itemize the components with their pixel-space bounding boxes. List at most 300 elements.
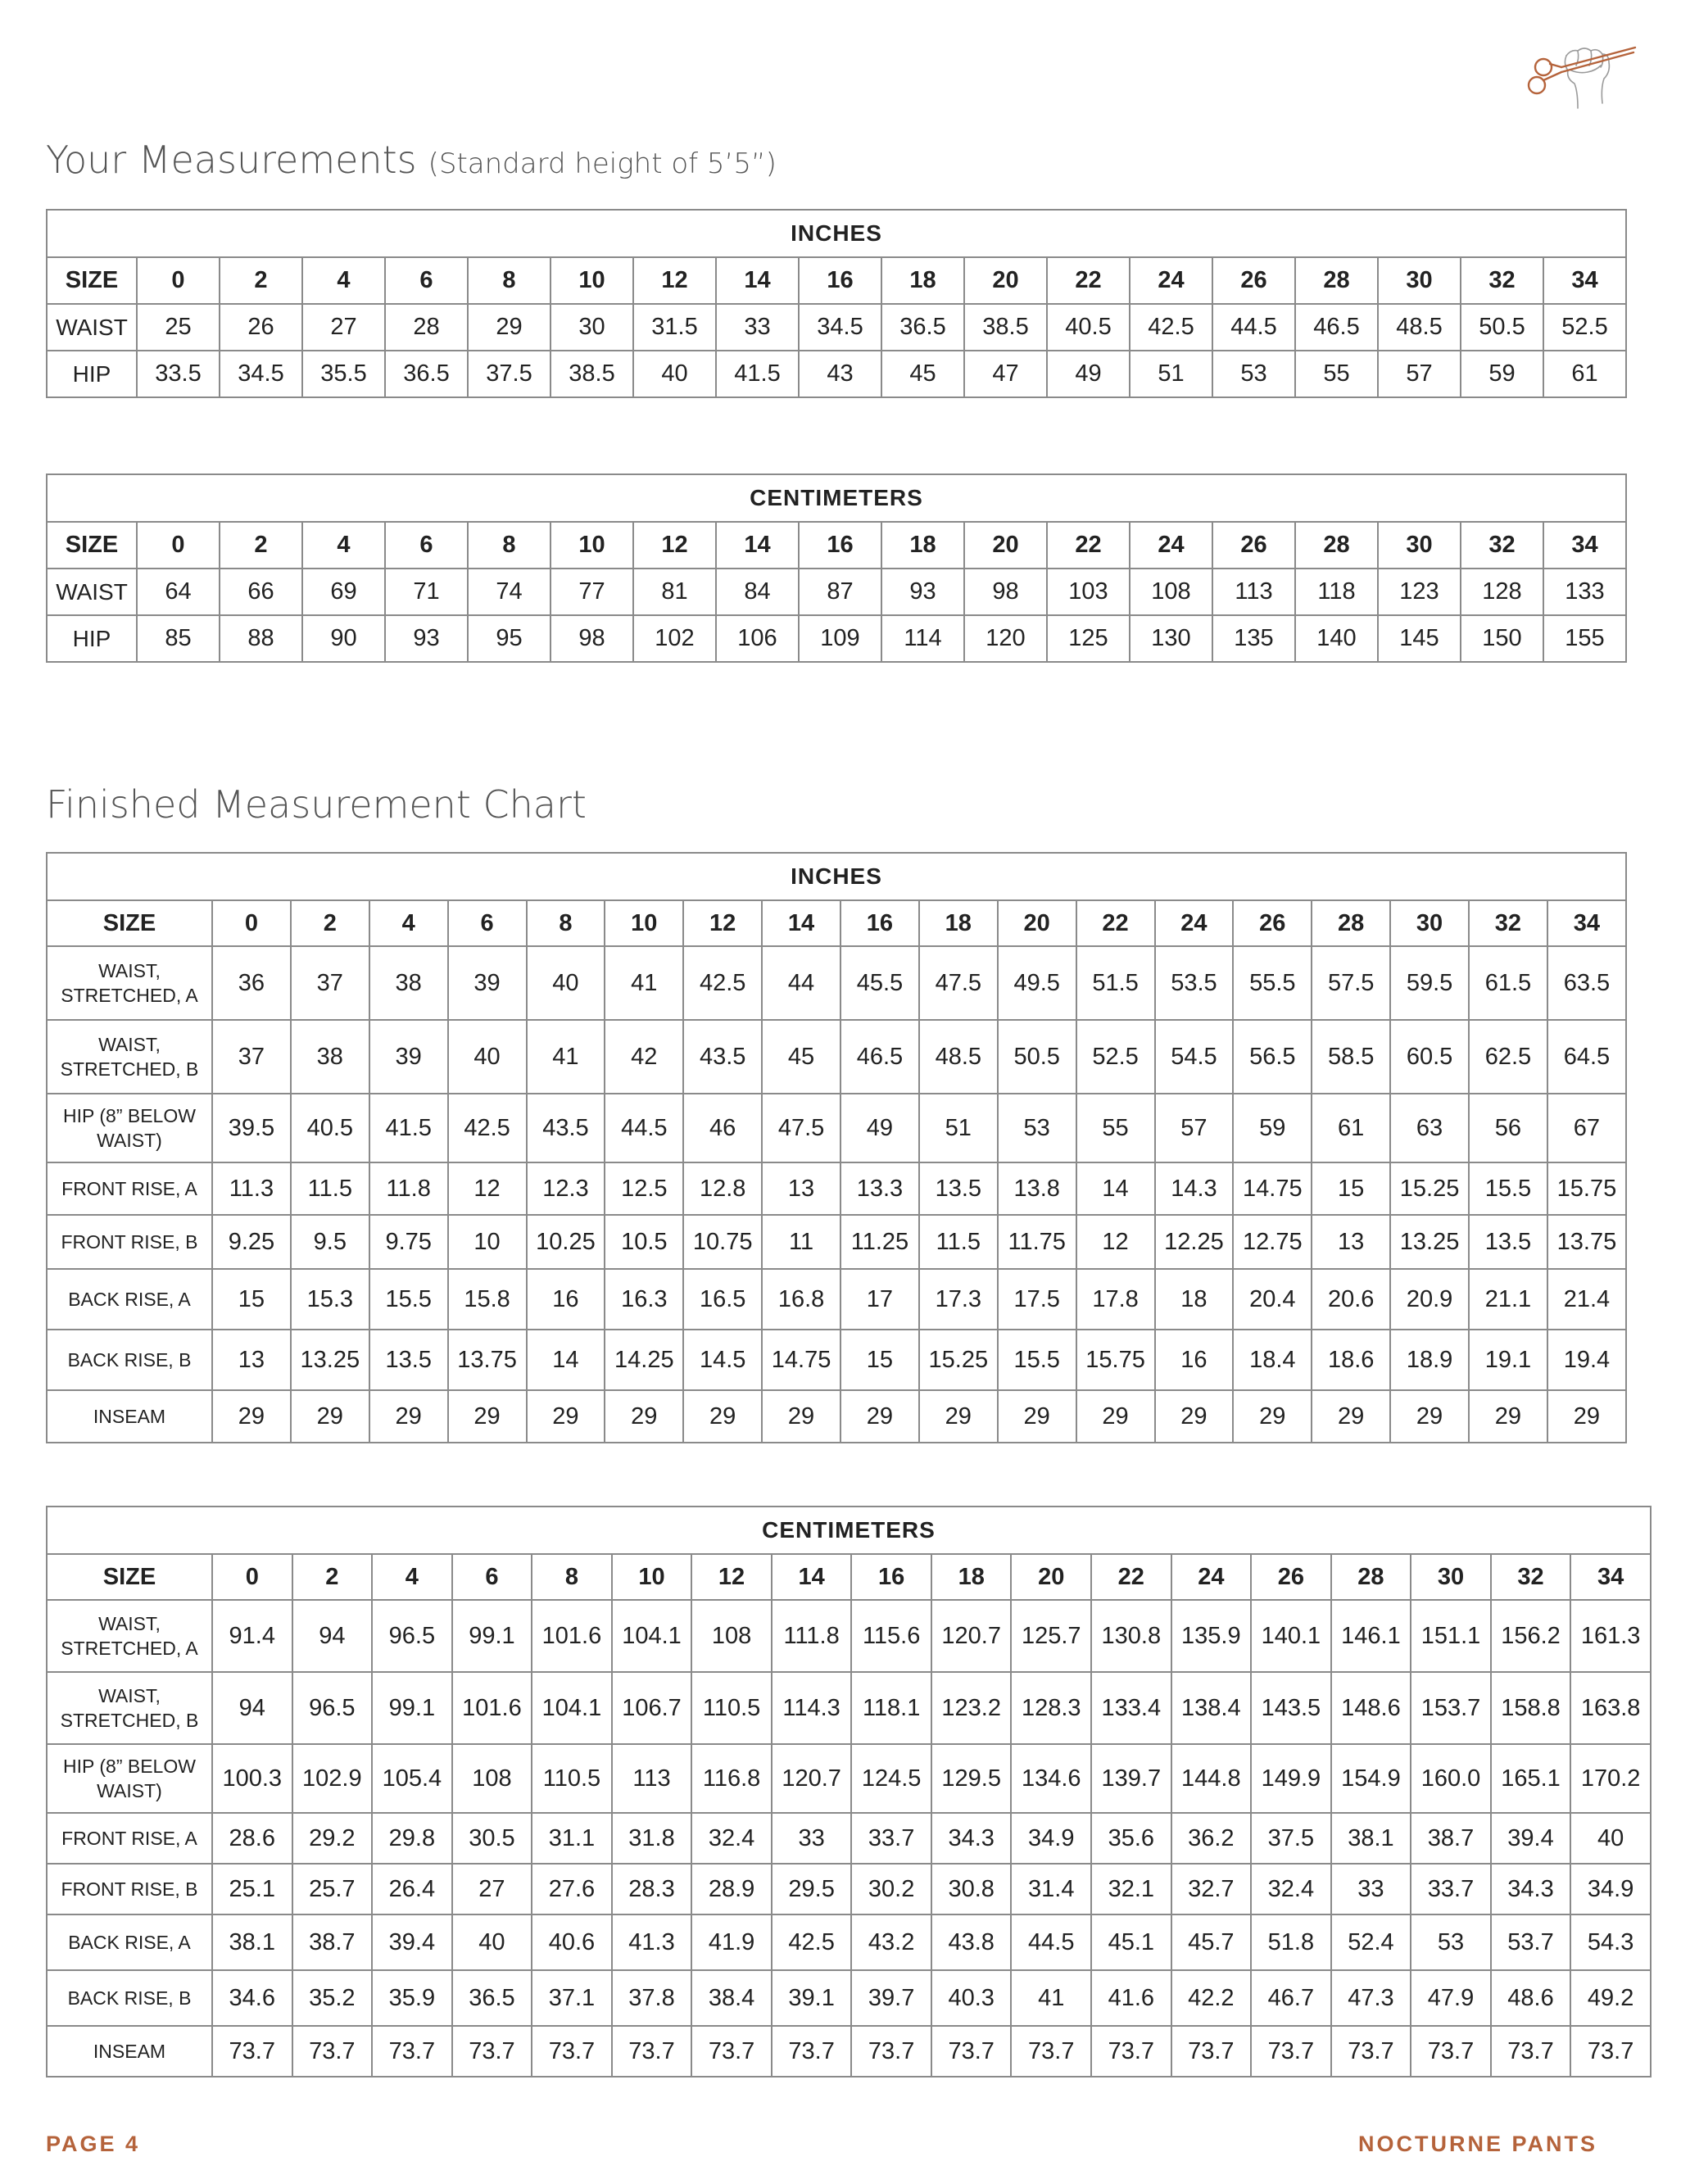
measurement-cell: 17.5: [998, 1269, 1076, 1330]
table-row: [47, 1864, 1651, 1914]
row-label: [47, 1020, 212, 1094]
measurement-cell: 42.5: [448, 1094, 527, 1162]
measurement-cell: 28.3: [612, 1864, 692, 1914]
measurement-cell: 29: [527, 1390, 605, 1443]
measurement-cell: 15.5: [1469, 1162, 1547, 1215]
row-label: [47, 1215, 212, 1269]
measurement-cell: 29: [1155, 1390, 1234, 1443]
measurement-cell: 40: [452, 1914, 532, 1970]
measurement-cell: 45: [762, 1020, 840, 1094]
size-header-row: [47, 522, 1626, 569]
measurement-cell: 73.7: [1411, 2026, 1491, 2077]
measurement-cell: 37.5: [468, 351, 551, 397]
size-header-row: [47, 1554, 1651, 1600]
row-label-line: STRETCHED, B: [60, 1710, 199, 1731]
measurement-cell: 94: [292, 1600, 373, 1672]
measurement-cell: 57: [1378, 351, 1461, 397]
measurement-cell: 48.5: [919, 1020, 998, 1094]
table-row: [47, 1330, 1626, 1390]
measurement-cell: 37.1: [532, 1970, 612, 2026]
table-row: [47, 1094, 1626, 1162]
size-header-cell: 0: [137, 522, 220, 569]
row-label-line: WAIST,: [98, 1034, 161, 1055]
measurement-cell: 15.5: [369, 1269, 448, 1330]
size-header-cell: 34: [1570, 1554, 1651, 1600]
measurement-cell: 44.5: [1011, 1914, 1091, 1970]
measurement-cell: 45.7: [1171, 1914, 1252, 1970]
size-header-cell: 10: [551, 257, 633, 304]
measurement-cell: 35.5: [302, 351, 385, 397]
measurement-cell: 25.7: [292, 1864, 373, 1914]
measurement-cell: 29: [683, 1390, 762, 1443]
measurement-cell: 37: [212, 1020, 291, 1094]
measurement-cell: 108: [452, 1744, 532, 1813]
measurement-cell: 73.7: [532, 2026, 612, 2077]
table-row: [47, 615, 1626, 662]
measurement-cell: 14.75: [762, 1330, 840, 1390]
measurement-cell: 11.8: [369, 1162, 448, 1215]
measurement-cell: 135.9: [1171, 1600, 1252, 1672]
measurement-cell: 48.6: [1491, 1970, 1571, 2026]
measurement-cell: 29.2: [292, 1813, 373, 1864]
measurement-cell: 128.3: [1011, 1672, 1091, 1744]
measurement-cell: 55: [1295, 351, 1378, 397]
measurement-cell: 34.9: [1011, 1813, 1091, 1864]
size-header-cell: 22: [1091, 1554, 1171, 1600]
size-header-cell: 18: [919, 900, 998, 946]
measurement-cell: 114.3: [772, 1672, 852, 1744]
size-header-cell: 24: [1171, 1554, 1252, 1600]
measurement-cell: 99.1: [452, 1600, 532, 1672]
row-label: HIP: [47, 615, 137, 662]
table-row: [47, 569, 1626, 615]
size-header-cell: 22: [1047, 257, 1130, 304]
measurement-cell: 146.1: [1331, 1600, 1411, 1672]
measurement-cell: 29: [1233, 1390, 1312, 1443]
size-header-cell: 32: [1469, 900, 1547, 946]
measurement-cell: 123.2: [931, 1672, 1012, 1744]
size-header-cell: 26: [1212, 257, 1295, 304]
size-header-cell: 6: [452, 1554, 532, 1600]
measurement-cell: 51: [1130, 351, 1212, 397]
size-header-cell: 2: [220, 257, 302, 304]
measurement-cell: 42: [605, 1020, 683, 1094]
size-header-cell: 34: [1543, 257, 1626, 304]
measurement-cell: 38.1: [1331, 1813, 1411, 1864]
measurement-cell: 104.1: [532, 1672, 612, 1744]
table-row: [47, 2026, 1651, 2077]
measurement-cell: 9.25: [212, 1215, 291, 1269]
row-label-line: WAIST): [97, 1130, 162, 1151]
row-label-line: FRONT RISE, A: [61, 1828, 197, 1849]
measurement-cell: 49: [1047, 351, 1130, 397]
measurement-cell: 34.3: [931, 1813, 1012, 1864]
measurement-cell: 42.2: [1171, 1970, 1252, 2026]
measurement-cell: 43.8: [931, 1914, 1012, 1970]
measurement-cell: 13.25: [291, 1330, 369, 1390]
measurement-cell: 74: [468, 569, 551, 615]
measurement-cell: 13: [1312, 1215, 1390, 1269]
body-measurements-inches-table: [46, 209, 1627, 398]
measurement-cell: 54.3: [1570, 1914, 1651, 1970]
measurement-cell: 20.6: [1312, 1269, 1390, 1330]
measurement-cell: 73.7: [212, 2026, 292, 2077]
row-label: WAIST: [47, 304, 137, 351]
measurement-cell: 37.5: [1251, 1813, 1331, 1864]
row-label-line: HIP (8” BELOW: [63, 1756, 196, 1777]
measurement-cell: 106.7: [612, 1672, 692, 1744]
measurement-cell: 13.3: [840, 1162, 919, 1215]
measurement-cell: 34.9: [1570, 1864, 1651, 1914]
measurement-cell: 20.4: [1233, 1269, 1312, 1330]
measurement-cell: 111.8: [772, 1600, 852, 1672]
row-label: [47, 1330, 212, 1390]
measurement-cell: 51: [919, 1094, 998, 1162]
measurement-cell: 15: [212, 1269, 291, 1330]
measurement-cell: 39.4: [1491, 1813, 1571, 1864]
measurement-cell: 13: [212, 1330, 291, 1390]
row-label: [47, 1744, 212, 1813]
measurement-cell: 139.7: [1091, 1744, 1171, 1813]
size-header-cell: 14: [772, 1554, 852, 1600]
measurement-cell: 32.4: [1251, 1864, 1331, 1914]
size-header-cell: 26: [1251, 1554, 1331, 1600]
measurement-cell: 134.6: [1011, 1744, 1091, 1813]
table-row: [47, 1162, 1626, 1215]
finished-measurement-heading: Finished Measurement Chart: [46, 782, 587, 827]
row-label-line: HIP (8” BELOW: [63, 1105, 196, 1126]
measurement-cell: 45: [881, 351, 964, 397]
measurement-cell: 43.5: [683, 1020, 762, 1094]
row-label: [47, 1094, 212, 1162]
measurement-cell: 48.5: [1378, 304, 1461, 351]
measurement-cell: 150: [1461, 615, 1543, 662]
measurement-cell: 130: [1130, 615, 1212, 662]
measurement-cell: 55: [1076, 1094, 1155, 1162]
measurement-cell: 34.6: [212, 1970, 292, 2026]
size-header-cell: 8: [468, 522, 551, 569]
measurement-cell: 30.5: [452, 1813, 532, 1864]
measurement-cell: 149.9: [1251, 1744, 1331, 1813]
measurement-cell: 100.3: [212, 1744, 292, 1813]
measurement-cell: 37: [291, 946, 369, 1020]
measurement-cell: 15.8: [448, 1269, 527, 1330]
measurement-cell: 49: [840, 1094, 919, 1162]
table-row: [47, 1215, 1626, 1269]
measurement-cell: 41.5: [369, 1094, 448, 1162]
measurement-cell: 101.6: [532, 1600, 612, 1672]
table-row: [47, 1813, 1651, 1864]
measurement-cell: 17.3: [919, 1269, 998, 1330]
measurement-cell: 120.7: [772, 1744, 852, 1813]
measurement-cell: 27: [452, 1864, 532, 1914]
measurement-cell: 52.5: [1543, 304, 1626, 351]
measurement-cell: 10: [448, 1215, 527, 1269]
measurement-cell: 18.6: [1312, 1330, 1390, 1390]
measurement-cell: 73.7: [1011, 2026, 1091, 2077]
measurement-cell: 98: [964, 569, 1047, 615]
measurement-cell: 46.7: [1251, 1970, 1331, 2026]
row-label-line: WAIST): [97, 1780, 162, 1801]
measurement-cell: 39: [448, 946, 527, 1020]
measurement-cell: 124.5: [851, 1744, 931, 1813]
size-header-cell: 12: [683, 900, 762, 946]
finished-measurements-inches-table: [46, 852, 1627, 1443]
measurement-cell: 9.5: [291, 1215, 369, 1269]
size-header-cell: 18: [931, 1554, 1012, 1600]
row-label: HIP: [47, 351, 137, 397]
measurement-cell: 38.1: [212, 1914, 292, 1970]
measurement-cell: 104.1: [612, 1600, 692, 1672]
measurement-cell: 40: [527, 946, 605, 1020]
measurement-cell: 25.1: [212, 1864, 292, 1914]
measurement-cell: 33: [716, 304, 799, 351]
measurement-cell: 13.5: [919, 1162, 998, 1215]
measurement-cell: 52.5: [1076, 1020, 1155, 1094]
measurement-cell: 13: [762, 1162, 840, 1215]
measurement-cell: 163.8: [1570, 1672, 1651, 1744]
table-caption: CENTIMETERS: [47, 474, 1626, 522]
measurement-cell: 113: [612, 1744, 692, 1813]
size-header-cell: 30: [1411, 1554, 1491, 1600]
measurement-cell: 27: [302, 304, 385, 351]
measurement-cell: 69: [302, 569, 385, 615]
measurement-cell: 73.7: [1491, 2026, 1571, 2077]
measurement-cell: 120.7: [931, 1600, 1012, 1672]
measurement-cell: 29: [1312, 1390, 1390, 1443]
size-header-cell: 2: [291, 900, 369, 946]
measurement-cell: 161.3: [1570, 1600, 1651, 1672]
measurement-cell: 26: [220, 304, 302, 351]
measurement-cell: 130.8: [1091, 1600, 1171, 1672]
measurement-cell: 54.5: [1155, 1020, 1234, 1094]
table-row: [47, 1744, 1651, 1813]
measurement-cell: 19.1: [1469, 1330, 1547, 1390]
size-header-cell: 16: [799, 522, 881, 569]
measurement-cell: 21.1: [1469, 1269, 1547, 1330]
measurement-cell: 148.6: [1331, 1672, 1411, 1744]
measurement-cell: 165.1: [1491, 1744, 1571, 1813]
measurement-cell: 158.8: [1491, 1672, 1571, 1744]
measurement-cell: 62.5: [1469, 1020, 1547, 1094]
measurement-cell: 128: [1461, 569, 1543, 615]
measurement-cell: 57: [1155, 1094, 1234, 1162]
measurement-cell: 35.6: [1091, 1813, 1171, 1864]
size-header-cell: 20: [964, 522, 1047, 569]
measurement-cell: 30: [551, 304, 633, 351]
measurement-cell: 12: [1076, 1215, 1155, 1269]
measurement-cell: 145: [1378, 615, 1461, 662]
size-header-cell: 16: [840, 900, 919, 946]
size-header-cell: 16: [851, 1554, 931, 1600]
row-label: [47, 1600, 212, 1672]
measurement-cell: 108: [691, 1600, 772, 1672]
table-caption: CENTIMETERS: [47, 1507, 1651, 1554]
measurement-cell: 29: [291, 1390, 369, 1443]
measurement-cell: 40.5: [291, 1094, 369, 1162]
measurement-cell: 59: [1233, 1094, 1312, 1162]
measurement-cell: 59: [1461, 351, 1543, 397]
measurement-cell: 11.3: [212, 1162, 291, 1215]
measurement-cell: 10.75: [683, 1215, 762, 1269]
measurement-cell: 93: [881, 569, 964, 615]
measurement-cell: 29: [605, 1390, 683, 1443]
size-header-cell: 34: [1543, 522, 1626, 569]
measurement-cell: 11.5: [919, 1215, 998, 1269]
measurement-cell: 41.6: [1091, 1970, 1171, 2026]
row-label: [47, 1813, 212, 1864]
size-header-cell: 24: [1130, 522, 1212, 569]
measurement-cell: 45.5: [840, 946, 919, 1020]
row-label-line: INSEAM: [93, 1406, 166, 1427]
row-label-line: BACK RISE, A: [68, 1932, 191, 1953]
measurement-cell: 14: [1076, 1162, 1155, 1215]
row-label-line: FRONT RISE, B: [61, 1878, 198, 1900]
measurement-cell: 29: [998, 1390, 1076, 1443]
measurement-cell: 46: [683, 1094, 762, 1162]
size-header-cell: 28: [1295, 522, 1378, 569]
row-label: [47, 1970, 212, 2026]
measurement-cell: 38.4: [691, 1970, 772, 2026]
measurement-cell: 45.1: [1091, 1914, 1171, 1970]
size-header-cell: 2: [292, 1554, 373, 1600]
measurement-cell: 41.3: [612, 1914, 692, 1970]
measurement-cell: 42.5: [1130, 304, 1212, 351]
measurement-cell: 14.5: [683, 1330, 762, 1390]
measurement-cell: 31.5: [633, 304, 716, 351]
measurement-cell: 29: [369, 1390, 448, 1443]
measurement-cell: 39: [369, 1020, 448, 1094]
measurement-cell: 13.5: [1469, 1215, 1547, 1269]
measurement-cell: 51.5: [1076, 946, 1155, 1020]
hand-scissors-logo-icon: [1512, 31, 1643, 121]
measurement-cell: 93: [385, 615, 468, 662]
measurement-cell: 29: [448, 1390, 527, 1443]
measurement-cell: 34.5: [799, 304, 881, 351]
measurement-cell: 114: [881, 615, 964, 662]
measurement-cell: 170.2: [1570, 1744, 1651, 1813]
measurement-cell: 105.4: [372, 1744, 452, 1813]
measurement-cell: 39.4: [372, 1914, 452, 1970]
measurement-cell: 44.5: [1212, 304, 1295, 351]
measurement-cell: 50.5: [1461, 304, 1543, 351]
measurement-cell: 110.5: [532, 1744, 612, 1813]
measurement-cell: 34.5: [220, 351, 302, 397]
measurement-cell: 53: [1212, 351, 1295, 397]
size-header-cell: 10: [551, 522, 633, 569]
measurement-cell: 20.9: [1390, 1269, 1469, 1330]
size-header-cell: 4: [302, 257, 385, 304]
row-label: [47, 1864, 212, 1914]
measurement-cell: 13.25: [1390, 1215, 1469, 1269]
finished-measurements-cm-table: [46, 1506, 1652, 2078]
measurement-cell: 16.3: [605, 1269, 683, 1330]
measurement-cell: 125: [1047, 615, 1130, 662]
size-header-cell: 28: [1312, 900, 1390, 946]
measurement-cell: 73.7: [372, 2026, 452, 2077]
measurement-cell: 12.8: [683, 1162, 762, 1215]
measurement-cell: 15.3: [291, 1269, 369, 1330]
measurement-cell: 81: [633, 569, 716, 615]
measurement-cell: 53.7: [1491, 1914, 1571, 1970]
measurement-cell: 33.7: [851, 1813, 931, 1864]
measurement-cell: 41: [1011, 1970, 1091, 2026]
measurement-cell: 29: [919, 1390, 998, 1443]
row-label-line: FRONT RISE, A: [61, 1178, 197, 1199]
size-header-cell: 28: [1331, 1554, 1411, 1600]
measurement-cell: 50.5: [998, 1020, 1076, 1094]
row-label-line: BACK RISE, B: [67, 1987, 192, 2009]
measurement-cell: 160.0: [1411, 1744, 1491, 1813]
measurement-cell: 36.5: [385, 351, 468, 397]
size-header-cell: 34: [1547, 900, 1626, 946]
measurement-cell: 32.7: [1171, 1864, 1252, 1914]
measurement-cell: 56: [1469, 1094, 1547, 1162]
measurement-cell: 113: [1212, 569, 1295, 615]
measurement-cell: 26.4: [372, 1864, 452, 1914]
measurement-cell: 15.75: [1547, 1162, 1626, 1215]
measurement-cell: 13.8: [998, 1162, 1076, 1215]
size-header-cell: 24: [1155, 900, 1234, 946]
measurement-cell: 29: [840, 1390, 919, 1443]
measurement-cell: 87: [799, 569, 881, 615]
measurement-cell: 88: [220, 615, 302, 662]
measurement-cell: 140.1: [1251, 1600, 1331, 1672]
row-label-line: WAIST,: [98, 1685, 161, 1706]
measurement-cell: 36.2: [1171, 1813, 1252, 1864]
size-header-cell: 12: [691, 1554, 772, 1600]
measurement-cell: 18.4: [1233, 1330, 1312, 1390]
measurement-cell: 29: [762, 1390, 840, 1443]
table-row: [47, 351, 1626, 397]
measurement-cell: 60.5: [1390, 1020, 1469, 1094]
measurement-cell: 47.9: [1411, 1970, 1491, 2026]
size-header-cell: 0: [212, 900, 291, 946]
measurement-cell: 102: [633, 615, 716, 662]
size-header-cell: 4: [372, 1554, 452, 1600]
measurement-cell: 140: [1295, 615, 1378, 662]
measurement-cell: 12.5: [605, 1162, 683, 1215]
measurement-cell: 39.7: [851, 1970, 931, 2026]
measurement-cell: 30.8: [931, 1864, 1012, 1914]
size-header-cell: 22: [1076, 900, 1155, 946]
size-header-cell: 28: [1295, 257, 1378, 304]
measurement-cell: 32.1: [1091, 1864, 1171, 1914]
size-header-cell: 14: [762, 900, 840, 946]
measurement-cell: 29: [1469, 1390, 1547, 1443]
your-measurements-title: Your Measurements: [46, 138, 417, 182]
measurement-cell: 16: [1155, 1330, 1234, 1390]
measurement-cell: 14.25: [605, 1330, 683, 1390]
size-label: SIZE: [47, 1554, 212, 1600]
table-row: [47, 1672, 1651, 1744]
measurement-cell: 39.5: [212, 1094, 291, 1162]
measurement-cell: 44: [762, 946, 840, 1020]
measurement-cell: 34.3: [1491, 1864, 1571, 1914]
measurement-cell: 38.5: [551, 351, 633, 397]
measurement-cell: 47: [964, 351, 1047, 397]
measurement-cell: 99.1: [372, 1672, 452, 1744]
size-header-cell: 0: [212, 1554, 292, 1600]
measurement-cell: 29.5: [772, 1864, 852, 1914]
size-header-cell: 26: [1212, 522, 1295, 569]
measurement-cell: 58.5: [1312, 1020, 1390, 1094]
measurement-cell: 40: [633, 351, 716, 397]
measurement-cell: 73.7: [1091, 2026, 1171, 2077]
size-header-cell: 30: [1378, 257, 1461, 304]
measurement-cell: 96.5: [372, 1600, 452, 1672]
measurement-cell: 40: [448, 1020, 527, 1094]
